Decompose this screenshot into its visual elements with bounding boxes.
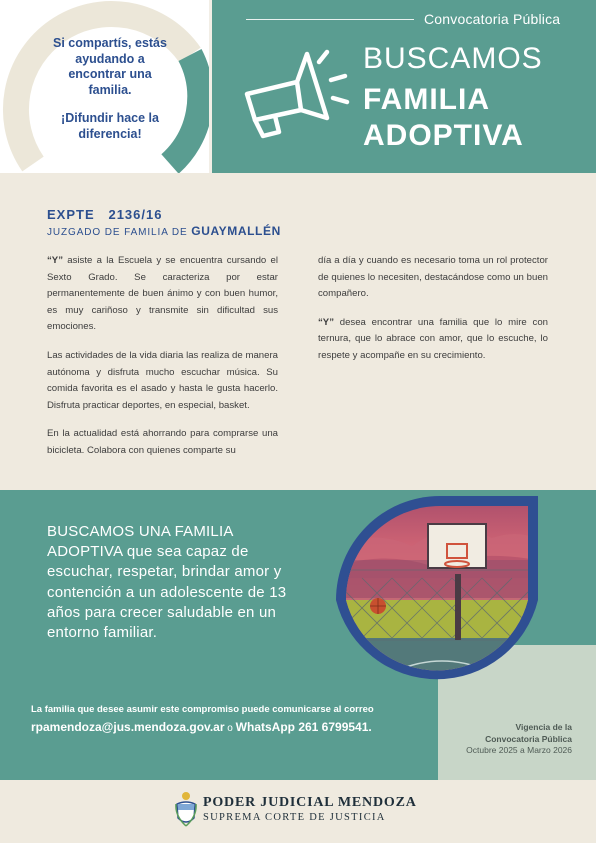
story-paragraph-2: Las actividades de la vida diaria las realiza de manera autónoma y disfruta mucho escuchar música. Su comida favorita es el asado y hasta le gusta hacerlo. Disfruta practicar deportes, en especial, basket.	[47, 349, 278, 411]
promo-share-text: Si compartís, estás ayudando a encontrar una familia.	[53, 36, 167, 97]
court-prefix: JUZGADO DE FAMILIA DE	[47, 227, 188, 238]
appeal-heading: BUSCAMOS UNA FAMILIA ADOPTIVA que sea capaz de escuchar, respetar, brindar amor y contención a un adolescente de 13 años para crecer saludable en un entorno familiar.	[47, 523, 287, 642]
expte-number: 2136/16	[108, 207, 163, 222]
court-name	[47, 224, 281, 238]
megaphone-icon	[235, 48, 353, 144]
story-paragraph-1-text: asiste a la Escuela y se encuentra cursando el Sexto Grado. Se caracteriza por estar permanentemente de buen ánimo y con buen humor, es muy cariñoso y transmite sin dificultad sus emociones.	[47, 255, 278, 333]
footer-title: PODER JUDICIAL MENDOZA	[203, 795, 417, 810]
case-number	[47, 207, 162, 222]
title-line-2: FAMILIA	[363, 83, 490, 116]
call-label: Convocatoria Pública	[424, 11, 561, 27]
child-initial: “Y”	[47, 255, 63, 266]
contact-whatsapp[interactable]: WhatsApp 261 6799541.	[235, 720, 372, 734]
validity-dates: Octubre 2025 a Marzo 2026	[466, 745, 572, 755]
province-seal-icon	[175, 790, 197, 828]
story-paragraph-3-end: día a día y cuando es necesario toma un rol protector de quienes lo necesiten, destacándose como un buen compañero.	[318, 255, 548, 300]
call-rule	[246, 19, 414, 20]
validity-line-1: Vigencia de la	[515, 722, 572, 732]
header-divider	[209, 0, 212, 173]
title-line-3: ADOPTIVA	[363, 119, 524, 152]
story-paragraph-4	[318, 315, 548, 365]
story-paragraph-3-start: En la actualidad está ahorrando para comprarse una bicicleta. Colabora con quienes comparte su	[47, 428, 278, 456]
story-column-left	[47, 253, 278, 472]
contact-email[interactable]: rpamendoza@jus.mendoza.gov.ar	[31, 720, 225, 734]
share-promo-card	[0, 0, 209, 173]
story-paragraph-1	[47, 253, 278, 336]
story-paragraph-4-text: desea encontrar una familia que lo mire con ternura, que lo abrace con amor, que lo escuche, lo respete y acompañe en su crecimiento.	[318, 316, 548, 361]
contact-connector: o	[224, 723, 236, 734]
promo-spread-text: ¡Difundir hace la diferencia!	[61, 111, 159, 141]
footer-subtitle: SUPREMA CORTE DE JUSTICIA	[203, 812, 386, 823]
court-location: GUAYMALLÉN	[191, 224, 281, 238]
validity-note	[440, 722, 572, 757]
story-column-right	[318, 253, 548, 377]
contact-intro: La familia que desee asumir este compromiso puede comunicarse al correo	[31, 704, 374, 715]
expte-label: EXPTE	[47, 207, 95, 222]
basketball-court-illustration	[332, 488, 546, 698]
promo-text	[52, 36, 168, 155]
child-initial: “Y”	[318, 316, 334, 328]
title-line-1: BUSCAMOS	[363, 42, 543, 75]
contact-line	[31, 720, 372, 734]
validity-line-2: Convocatoria Pública	[485, 733, 572, 744]
